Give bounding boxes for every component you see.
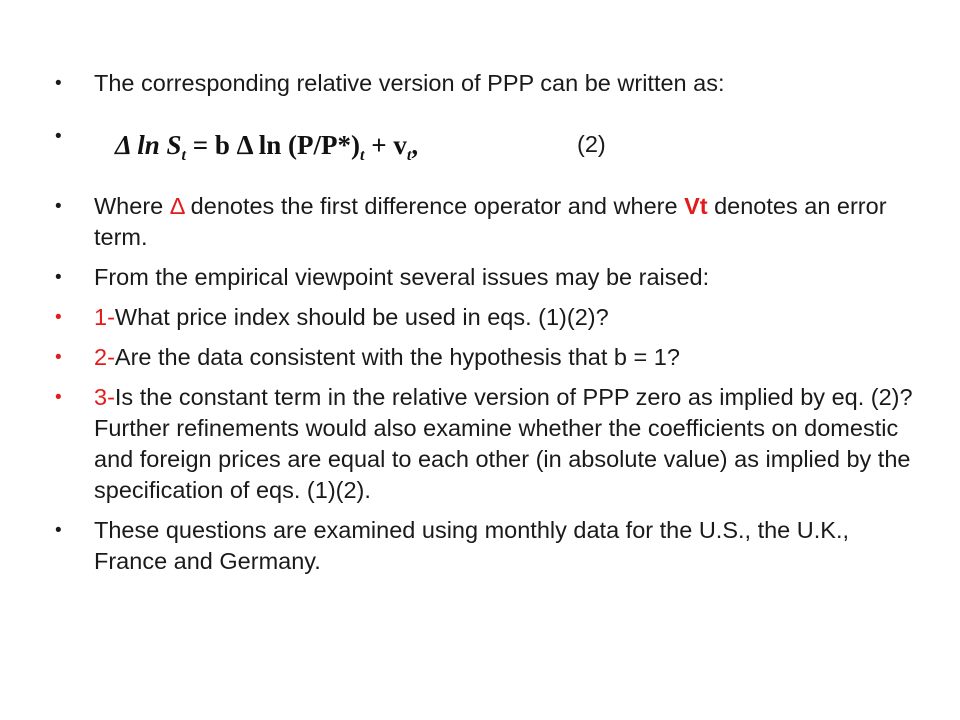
intro-text: The corresponding relative version of PPP can be written as:: [94, 70, 725, 96]
equation-number: (2): [577, 131, 606, 157]
bullet-formula: [55, 121, 915, 177]
bullet-dot: •: [55, 73, 62, 94]
bullet-closing: [55, 515, 915, 577]
vt-term: Vt: [684, 193, 708, 219]
formula-tail: ,: [411, 130, 419, 160]
formula-eq: = b Δ ln (P/P*): [185, 130, 361, 160]
question-3-number: 3-: [94, 384, 115, 410]
bullet-dot: •: [55, 126, 62, 147]
where-part1: Where: [94, 193, 170, 219]
question-1-number: 1-: [94, 304, 115, 330]
formula-rhs-sub: t: [360, 147, 365, 164]
bullet-dot: •: [55, 196, 62, 217]
bullet-empirical: [55, 262, 915, 293]
where-part3: denotes an error term.: [94, 193, 887, 250]
bullet-dot: •: [55, 520, 62, 541]
closing-text: These questions are examined using monthly data for the U.S., the U.K., France and Germany.: [94, 517, 850, 574]
formula-lhs-sub: t: [181, 147, 186, 164]
question-3-text: Is the constant term in the relative version of PPP zero as implied by eq. (2)? Further refinements would also examine whether the coefficients on domestic and foreign prices are equal to each other (in absolute value) as implied by the specification of eqs. (1)(2).: [94, 384, 913, 503]
formula-lhs: Δ ln S: [115, 130, 182, 160]
bullet-dot-red: •: [55, 347, 62, 368]
bullet-where: [55, 191, 915, 253]
formula-plus: + v: [364, 130, 407, 160]
question-2-text: Are the data consistent with the hypothesis that b = 1?: [114, 344, 680, 370]
bullet-dot-red: •: [55, 307, 62, 328]
bullet-question-3: [55, 382, 915, 506]
question-1-text: What price index should be used in eqs. (1)(2)?: [114, 304, 609, 330]
ppp-formula: [115, 125, 418, 176]
bullet-list: [55, 68, 915, 586]
bullet-question-1: [55, 302, 915, 333]
bullet-intro: [55, 68, 915, 99]
delta-symbol: Δ: [169, 193, 185, 219]
question-2-number: 2-: [94, 344, 115, 370]
bullet-question-2: [55, 342, 915, 373]
empirical-text: From the empirical viewpoint several issues may be raised:: [94, 264, 710, 290]
bullet-dot: •: [55, 267, 62, 288]
formula-v-sub: t: [406, 147, 412, 164]
bullet-dot-red: •: [55, 387, 62, 408]
where-part2: denotes the first difference operator and where: [184, 193, 685, 219]
